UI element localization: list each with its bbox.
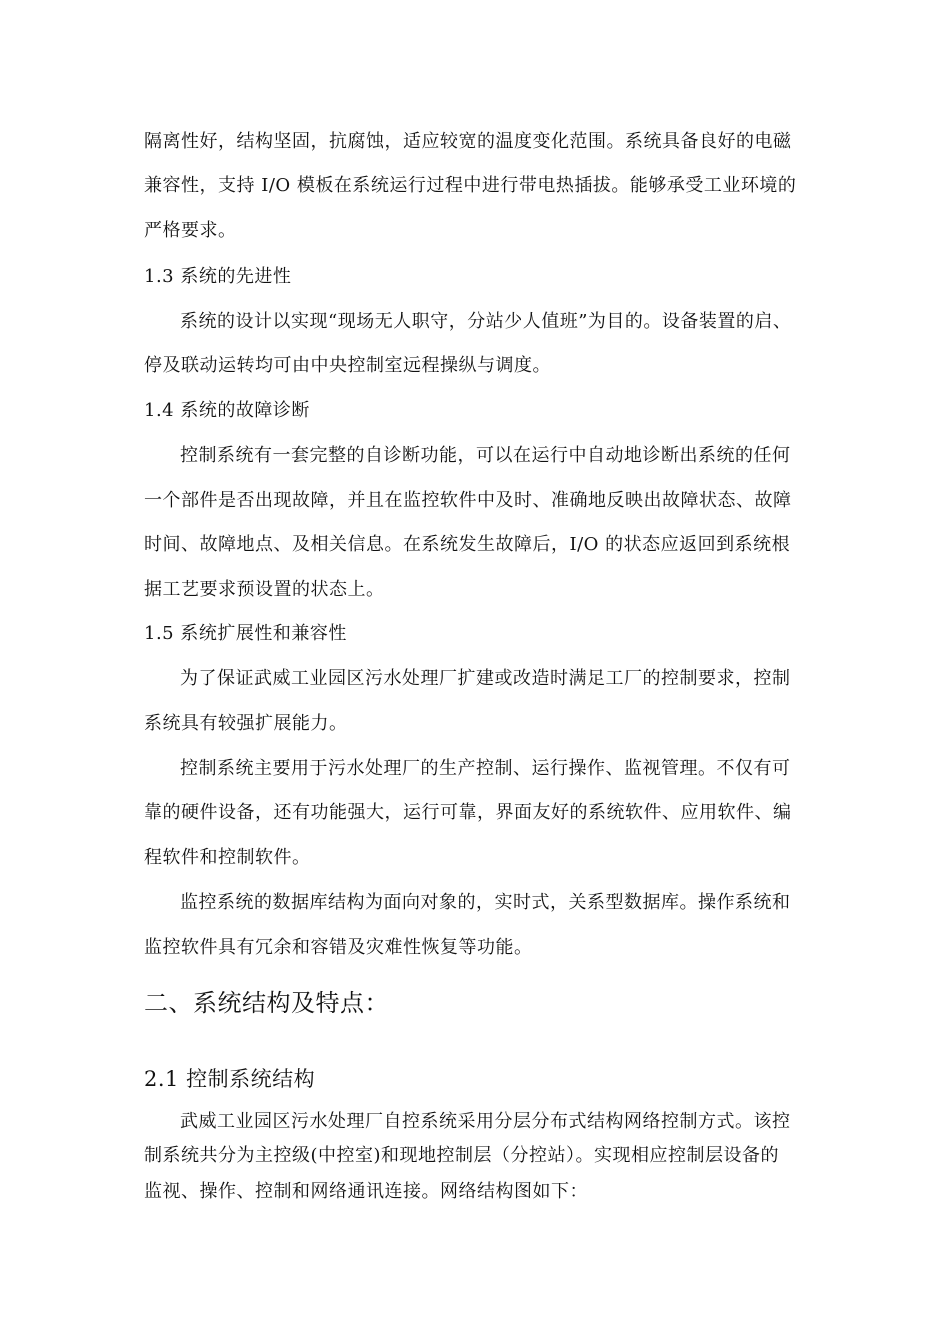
body-text-line: 武威工业园区污水处理厂自控系统采用分层分布式结构网络控制方式。该控 bbox=[180, 1111, 791, 1132]
body-text-line: 严格要求。 bbox=[144, 220, 237, 241]
body-text-line: 靠的硬件设备，还有功能强大，运行可靠，界面友好的系统软件、应用软件、编 bbox=[144, 802, 792, 823]
section-heading-1-3: 1.3 系统的先进性 bbox=[144, 266, 292, 287]
body-text-line: 系统具有较强扩展能力。 bbox=[144, 713, 348, 734]
body-text-line: 控制系统主要用于污水处理厂的生产控制、运行操作、监视管理。不仅有可 bbox=[180, 758, 791, 779]
body-text-line: 制系统共分为主控级(中控室)和现地控制层（分控站）。实现相应控制层设备的 bbox=[144, 1145, 780, 1166]
section-heading-1-5: 1.5 系统扩展性和兼容性 bbox=[144, 623, 347, 644]
body-text-line: 监控系统的数据库结构为面向对象的，实时式，关系型数据库。操作系统和 bbox=[180, 892, 791, 913]
body-text-line: 监控软件具有冗余和容错及灾难性恢复等功能。 bbox=[144, 937, 533, 958]
section-heading-1-4: 1.4 系统的故障诊断 bbox=[144, 400, 310, 421]
body-text-line: 停及联动运转均可由中央控制室远程操纵与调度。 bbox=[144, 355, 551, 376]
body-text-line: 一个部件是否出现故障，并且在监控软件中及时、准确地反映出故障状态、故障 bbox=[144, 490, 792, 511]
body-text-line: 程软件和控制软件。 bbox=[144, 847, 311, 868]
body-text-line: 据工艺要求预设置的状态上。 bbox=[144, 579, 385, 600]
body-text-line: 为了保证武威工业园区污水处理厂扩建或改造时满足工厂的控制要求，控制 bbox=[180, 668, 791, 689]
body-text-line: 控制系统有一套完整的自诊断功能，可以在运行中自动地诊断出系统的任何 bbox=[180, 445, 791, 466]
body-text-line: 监视、操作、控制和网络通讯连接。网络结构图如下： bbox=[144, 1181, 588, 1202]
body-text-line: 隔离性好，结构坚固，抗腐蚀，适应较宽的温度变化范围。系统具备良好的电磁 bbox=[144, 131, 792, 152]
chapter-heading: 二、系统结构及特点： bbox=[144, 989, 389, 1017]
body-text-line: 时间、故障地点、及相关信息。在系统发生故障后，I/O 的状态应返回到系统根 bbox=[144, 534, 791, 555]
body-text-line: 系统的设计以实现“现场无人职守，分站少人值班”为目的。设备装置的启、 bbox=[180, 311, 792, 332]
section-heading-2-1: 2.1 控制系统结构 bbox=[144, 1067, 316, 1091]
body-text-line: 兼容性，支持 I/O 模板在系统运行过程中进行带电热插拔。能够承受工业环境的 bbox=[144, 175, 797, 196]
